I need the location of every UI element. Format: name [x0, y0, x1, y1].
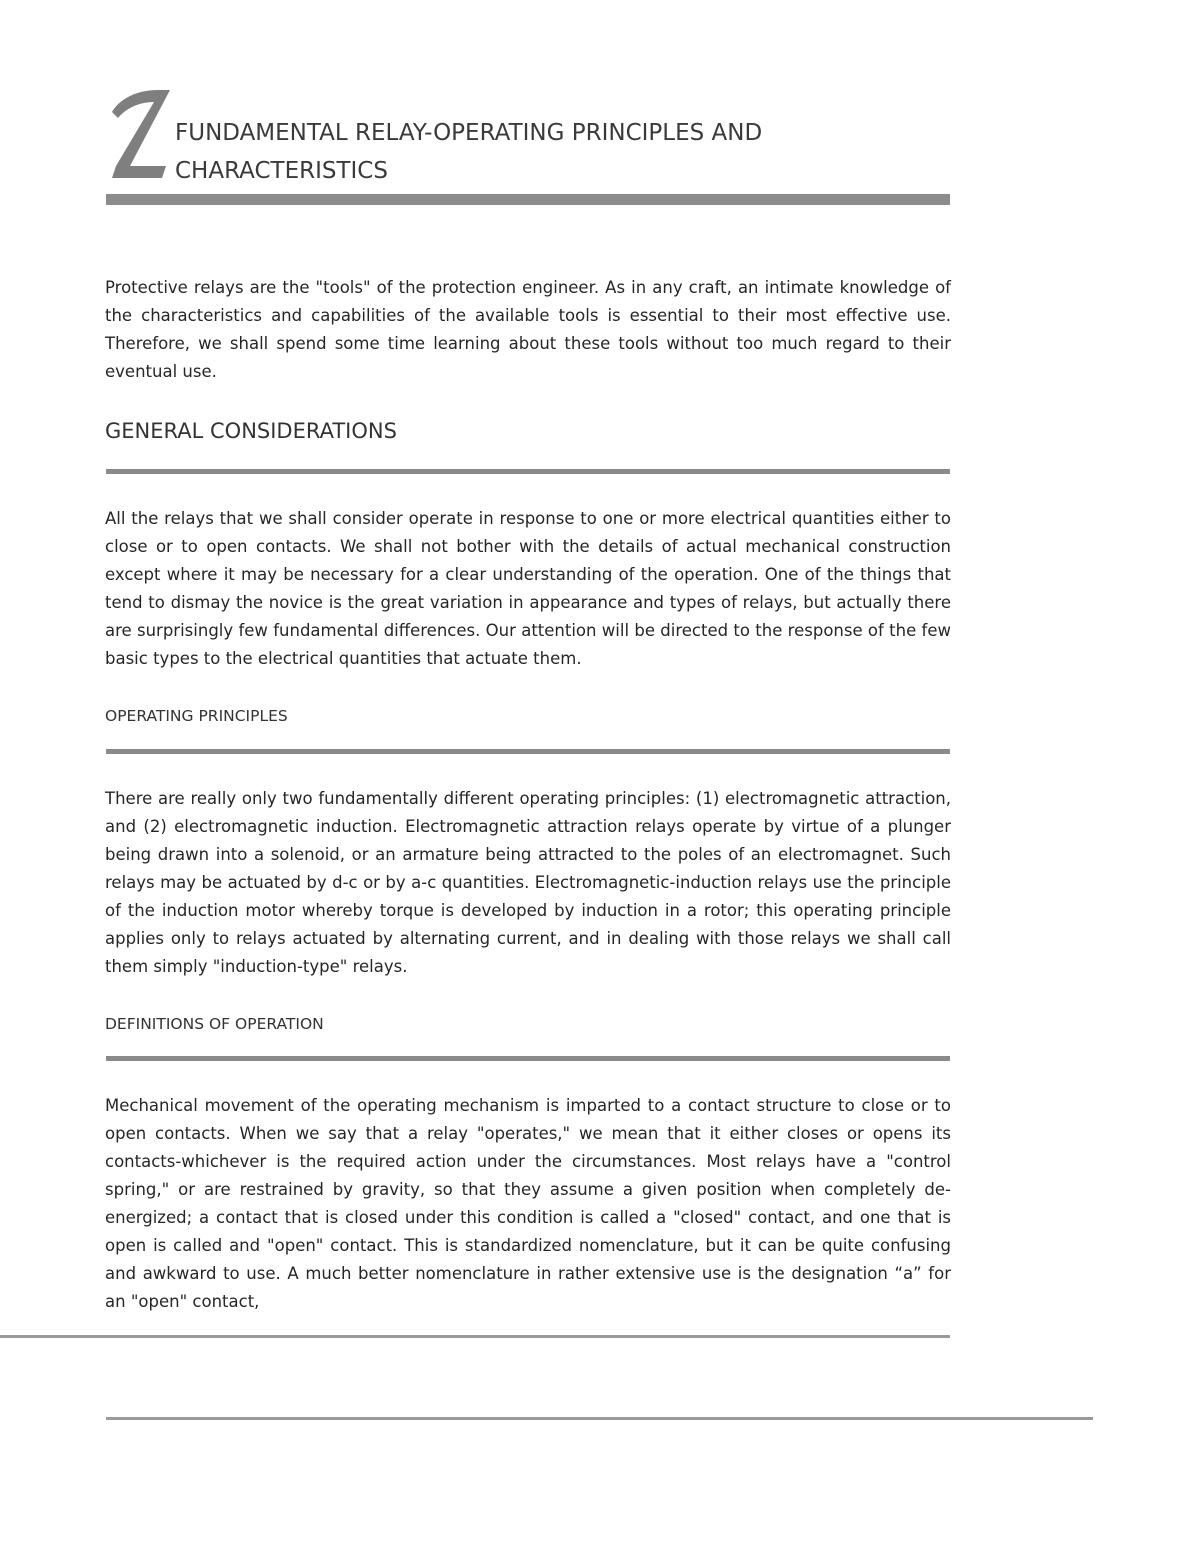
subsection-heading-definitions-of-operation: DEFINITIONS OF OPERATION — [105, 1015, 324, 1033]
operating-principles-paragraph: There are really only two fundamentally different operating principles: (1) electromagnetic attraction, and (2) electromagnetic induction. Electromagnetic attraction relays operate by virtue of a plunger being drawn into a solenoid, or an armature being attracted to the poles of an electromagnet. Such relays may be actuated by d-c or by a-c quantities. Electromagnetic-induction relays use the principle of the induction motor whereby torque is developed by induction in a rotor; this operating principle applies only to relays actuated by alternating current, and in dealing with those relays we shall call them simply "induction-type" relays. — [105, 789, 951, 976]
chapter-title-rule — [106, 194, 950, 205]
subsection-heading-operating-principles: OPERATING PRINCIPLES — [105, 707, 288, 725]
chapter-title-line-1: FUNDAMENTAL RELAY-OPERATING PRINCIPLES AND — [175, 120, 763, 146]
definitions-of-operation-paragraph: Mechanical movement of the operating mechanism is imparted to a contact structure to close or to open contacts. When we say that a relay "operates," we mean that it either closes or opens its contacts-whichever is the required action under the circumstances. Most relays have a "control spring," or are restrained by gravity, so that they assume a given position when completely de-energized; a contact that is closed under this condition is called a "closed" contact, and one that is open is called and "open" contact. This is standardized nomenclature, but it can be quite confusing and awkward to use. A much better nomenclature in rather extensive use is the designation “a” for an "open" contact, — [105, 1096, 951, 1311]
chapter-title — [175, 114, 935, 190]
page-divider-upper — [0, 1335, 950, 1338]
general-considerations-paragraph: All the relays that we shall consider operate in response to one or more electrical quantities either to close or to open contacts. We shall not bother with the details of actual mechanical construction except where it may be necessary for a clear understanding of the operation. One of the things that tend to dismay the novice is the great variation in appearance and types of relays, but actually there are surprisingly few fundamental differences. Our attention will be directed to the response of the few basic types to the electrical quantities that actuate them. — [105, 509, 951, 668]
section-rule-definitions — [106, 1056, 950, 1061]
chapter-number-graphic — [104, 82, 174, 184]
intro-paragraph: Protective relays are the "tools" of the protection engineer. As in any craft, an intimate knowledge of the characteristics and capabilities of the available tools is essential to their most effective use. Therefore, we shall spend some time learning about these tools without too much regard to their eventual use. — [105, 278, 951, 381]
chapter-title-line-2: CHARACTERISTICS — [175, 158, 388, 184]
section-rule-operating — [106, 749, 950, 754]
section-heading-general-considerations: GENERAL CONSIDERATIONS — [105, 419, 397, 443]
page-divider-lower — [106, 1417, 1093, 1420]
section-rule-general — [106, 469, 950, 474]
